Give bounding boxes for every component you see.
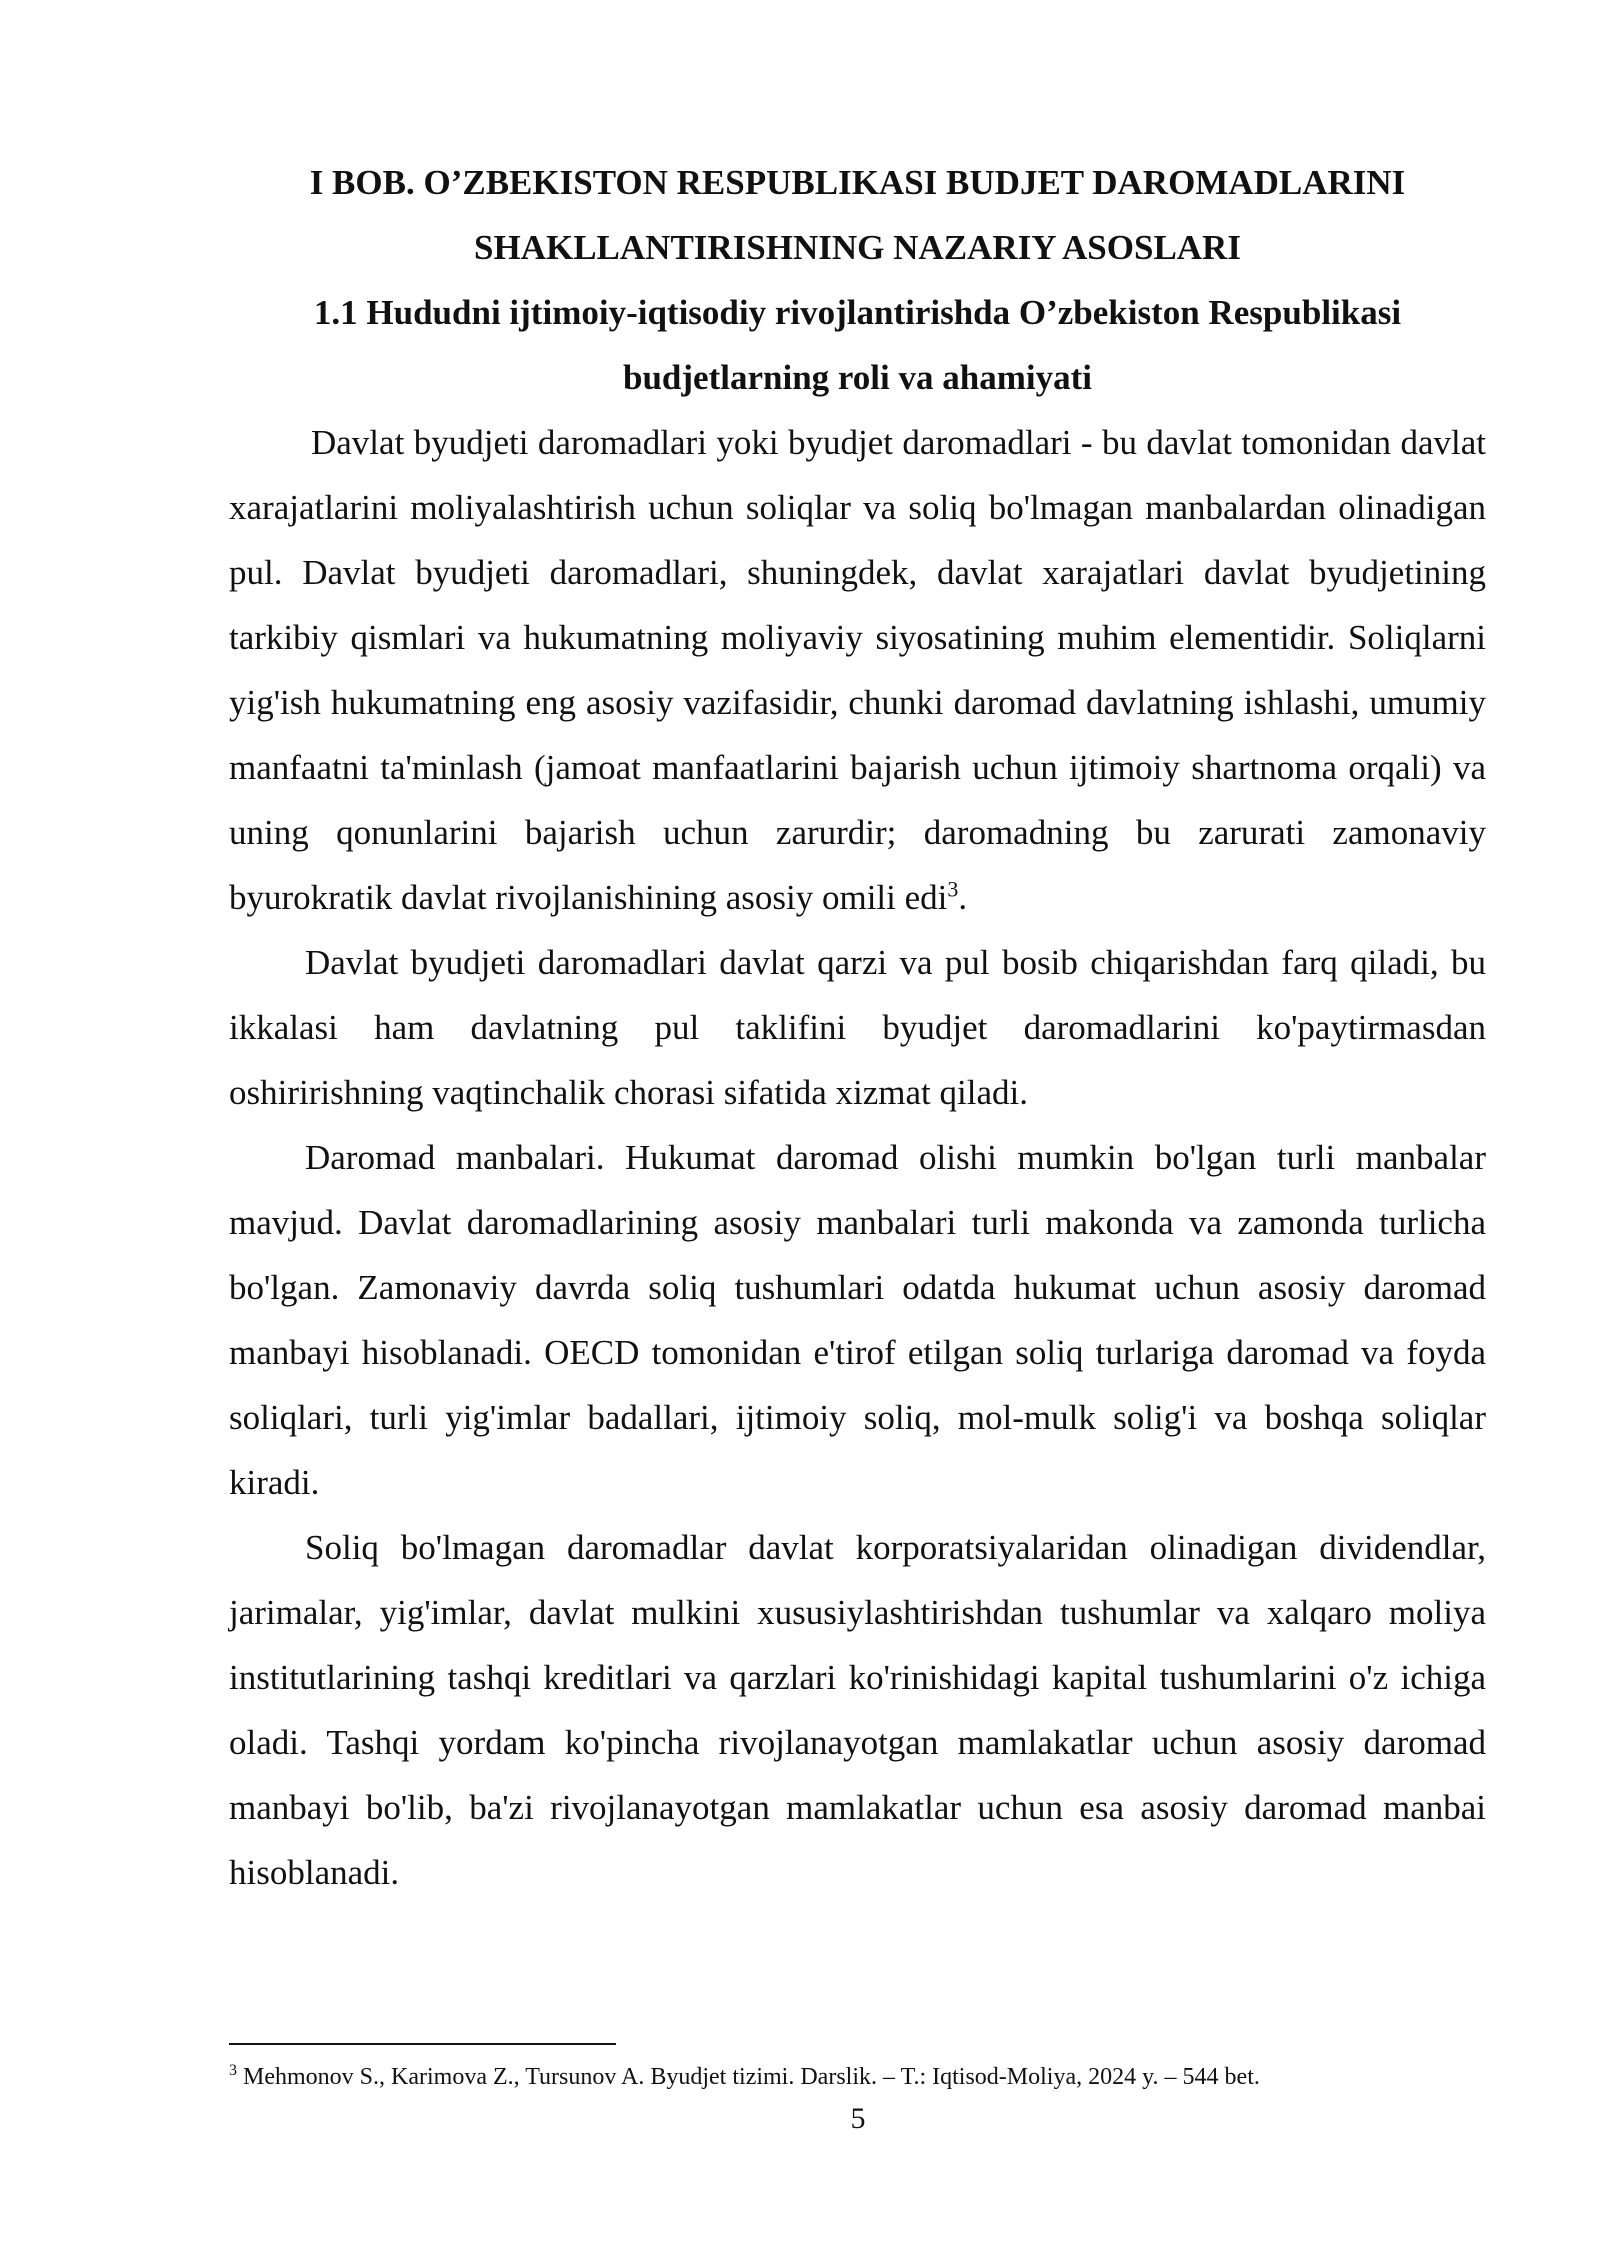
footnote-text: Mehmonov S., Karimova Z., Tursunov A. Byudjet tizimi. Darslik. – T.: Iqtisod-Moliya, 2024 y. – 544 bet.	[237, 2064, 1260, 2090]
footnote-separator	[229, 2043, 616, 2045]
chapter-title-line-2: SHAKLLANTIRISHNING NAZARIY ASOSLARI	[474, 228, 1241, 267]
section-title	[229, 280, 1486, 410]
paragraph-1	[229, 410, 1486, 930]
paragraph-2: Davlat byudjeti daromadlari davlat qarzi va pul bosib chiqarishdan farq qiladi, bu ikkalasi ham davlatning pul taklifini byudjet daromadlarini ko'paytirmasdan oshiririshning vaqtinchalik chorasi sifatida xizmat qiladi.	[229, 943, 1486, 1112]
section-title-line-1: 1.1 Hududni ijtimoiy-iqtisodiy rivojlantirishda O’zbekiston Respublikasi	[313, 293, 1402, 332]
page-body	[229, 150, 1486, 1905]
footnote	[229, 2062, 1486, 2092]
chapter-title-line-1: I BOB. O’ZBEKISTON RESPUBLIKASI BUDJET DAROMADLARINI	[309, 163, 1406, 202]
section-title-line-2: budjetlarning roli va ahamiyati	[623, 358, 1092, 397]
footnote-reference: 3	[947, 876, 959, 902]
paragraph-3: Daromad manbalari. Hukumat daromad olishi mumkin bo'lgan turli manbalar mavjud. Davlat daromadlarining asosiy manbalari turli makonda va zamonda turlicha bo'lgan. Zamonaviy davrda soliq tushumlari odatda hukumat uchun asosiy daromad manbayi hisoblanadi. OECD tomonidan e'tirof etilgan soliq turlariga daromad va foyda soliqlari, turli yig'imlar badallari, ijtimoiy soliq, mol-mulk solig'i va boshqa soliqlar kiradi.	[229, 1138, 1486, 1502]
page-number: 5	[850, 2102, 866, 2135]
paragraph-1-end: .	[958, 878, 968, 917]
footnote-marker: 3	[229, 2062, 237, 2079]
paragraph-4: Soliq bo'lmagan daromadlar davlat korporatsiyalaridan olinadigan dividendlar, jarimalar, yig'imlar, davlat mulkini xususiylashtirishdan tushumlar va xalqaro moliya institutlarining tashqi kreditlari va qarzlari ko'rinishidagi kapital tushumlarini o'z ichiga oladi. Tashqi yordam ko'pincha rivojlanayotgan mamlakatlar uchun asosiy daromad manbayi bo'lib, ba'zi rivojlanayotgan mamlakatlar uchun esa asosiy daromad manbai hisoblanadi.	[229, 1528, 1486, 1892]
chapter-title	[229, 150, 1486, 280]
paragraph-1-text: Davlat byudjeti daromadlari yoki byudjet daromadlari - bu davlat tomonidan davlat xarajatlarini moliyalashtirish uchun soliqlar va soliq bo'lmagan manbalardan olinadigan pul. Davlat byudjeti daromadlari, shuningdek, davlat xarajatlari davlat byudjetining tarkibiy qismlari va hukumatning moliyaviy siyosatining muhim elementidir. Soliqlarni yig'ish hukumatning eng asosiy vazifasidir, chunki daromad davlatning ishlashi, umumiy manfaatni ta'minlash (jamoat manfaatlarini bajarish uchun ijtimoiy shartnoma orqali) va uning qonunlarini bajarish uchun zarurdir; daromadning bu zarurati zamonaviy byurokratik davlat rivojlanishining asosiy omili edi	[229, 423, 1486, 917]
